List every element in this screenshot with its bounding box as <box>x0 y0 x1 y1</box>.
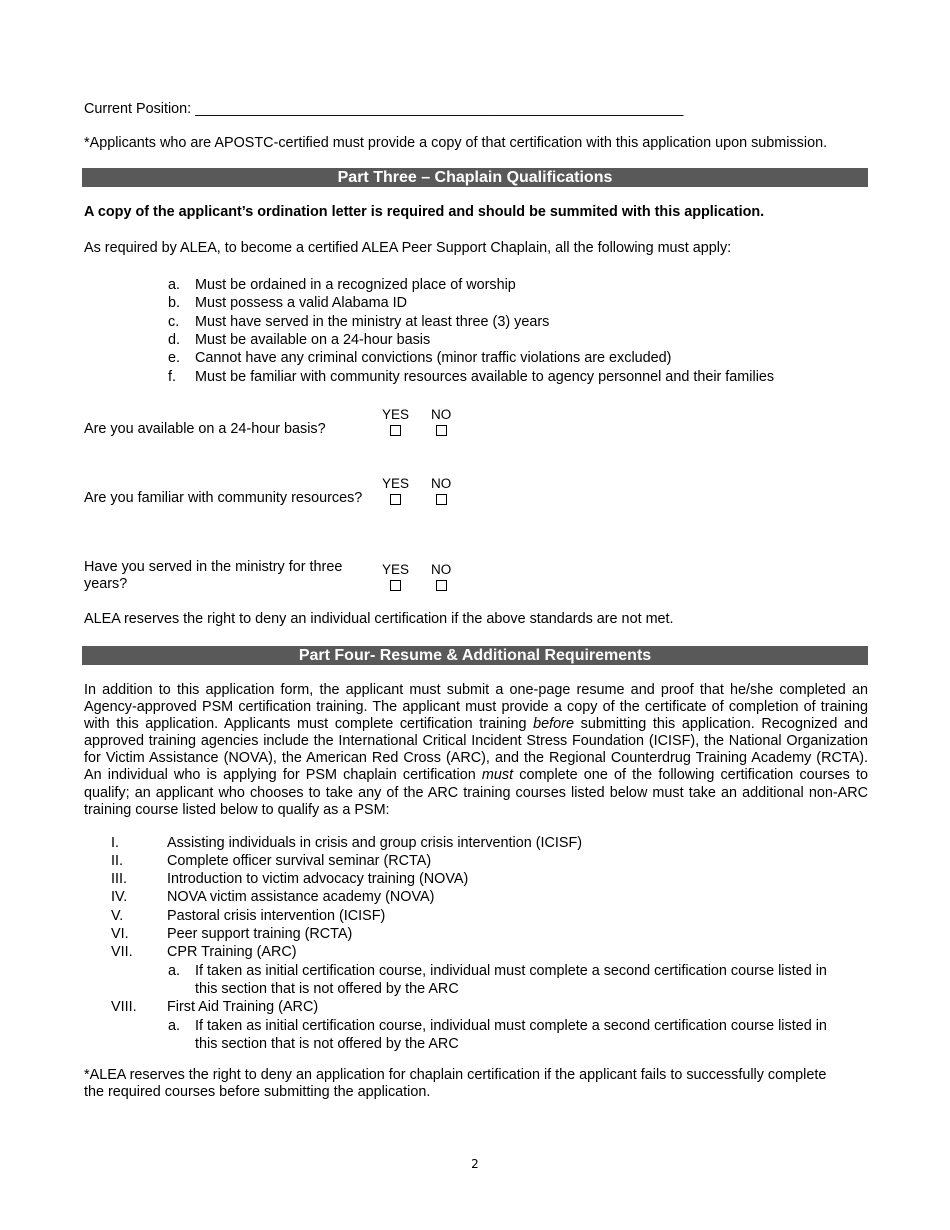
list-marker: f. <box>168 369 176 385</box>
list-text: If taken as initial certification course, individual must complete a second certification course listed in <box>195 1018 827 1034</box>
list-text: Must be ordained in a recognized place of worship <box>195 277 516 293</box>
current-position-field[interactable]: _____________________________________________________________ <box>195 101 684 117</box>
requirements-paragraph <box>84 682 868 819</box>
availability-no-checkbox[interactable] <box>436 425 447 436</box>
list-marker: II. <box>111 853 123 869</box>
reserve-note: ALEA reserves the right to deny an individual certification if the above standards are not met. <box>84 611 674 627</box>
list-text: Complete officer survival seminar (RCTA) <box>167 853 432 869</box>
apostc-note: *Applicants who are APOSTC-certified must provide a copy of that certification with this application upon submission. <box>84 135 828 151</box>
sub-list-item-continued: this section that is not offered by the ARC <box>195 1036 459 1052</box>
sub-list-item-continued: this section that is not offered by the ARC <box>195 981 459 997</box>
list-text: Cannot have any criminal convictions (minor traffic violations are excluded) <box>195 350 672 366</box>
list-text: Must have served in the ministry at least three (3) years <box>195 314 550 330</box>
list-text: NOVA victim assistance academy (NOVA) <box>167 889 435 905</box>
paragraph-line: with this application. Applicants must complete certification training before submitting this application. Recognized and <box>84 716 869 733</box>
list-marker: e. <box>168 350 181 366</box>
paragraph-line: Agency-approved PSM certification training. The applicant must provide a copy of the certificate of completion of training <box>84 699 868 716</box>
question-availability: Are you available on a 24-hour basis? <box>84 421 326 437</box>
list-text: Peer support training (RCTA) <box>167 926 353 942</box>
paragraph-line: qualify; an applicant who chooses to take any of the ARC training courses listed below must take an additional non-ARC <box>84 784 868 801</box>
paragraph-line: for Victim Assistance (NOVA), the American Red Cross (ARC), and the Regional Counterdrug Training Academy (RCTA). <box>84 750 868 767</box>
list-marker: VII. <box>111 944 133 960</box>
current-position-row <box>84 101 683 118</box>
paragraph-line: In addition to this application form, the applicant must submit a one-page resume and proof that he/she completed an <box>84 682 868 698</box>
list-marker: I. <box>111 835 119 851</box>
requirements-intro: As required by ALEA, to become a certified ALEA Peer Support Chaplain, all the following must apply: <box>84 240 732 256</box>
list-marker: a. <box>168 963 181 979</box>
current-position-label: Current Position: <box>84 101 192 117</box>
list-marker: IV. <box>111 889 128 905</box>
final-note-line2: the required courses before submitting the application. <box>84 1084 431 1100</box>
ordination-note: A copy of the applicant’s ordination letter is required and should be summited with this application. <box>84 204 765 220</box>
question-ministry-line1: Have you served in the ministry for three <box>84 559 343 575</box>
part-four-heading: Part Four- Resume & Additional Requirements <box>82 646 868 665</box>
ministry-yes-checkbox[interactable] <box>390 580 401 591</box>
paragraph-line: approved training agencies include the International Critical Incident Stress Foundation (ICISF), the National Organization <box>84 733 868 750</box>
yes-label: YES <box>382 407 410 422</box>
part-three-heading: Part Three – Chaplain Qualifications <box>82 168 868 187</box>
list-marker: b. <box>168 295 181 311</box>
list-text: Assisting individuals in crisis and group crisis intervention (ICISF) <box>167 835 583 851</box>
list-text: If taken as initial certification course, individual must complete a second certification course listed in <box>195 963 827 979</box>
availability-yes-checkbox[interactable] <box>390 425 401 436</box>
emphasis-must: must <box>481 767 514 784</box>
list-text: CPR Training (ARC) <box>167 944 297 960</box>
list-marker: VI. <box>111 926 129 942</box>
list-text: Must possess a valid Alabama ID <box>195 295 407 311</box>
list-marker: V. <box>111 908 124 924</box>
yes-label: YES <box>382 562 410 577</box>
paragraph-line: An individual who is applying for PSM chaplain certification must complete one of the following certification courses to <box>84 767 868 784</box>
list-marker: III. <box>111 871 127 887</box>
no-label: NO <box>431 476 452 491</box>
community-no-checkbox[interactable] <box>436 494 447 505</box>
list-text: Must be available on a 24-hour basis <box>195 332 431 348</box>
final-note-line1: *ALEA reserves the right to deny an application for chaplain certification if the applicant fails to successfully complete <box>84 1067 827 1083</box>
no-label: NO <box>431 562 452 577</box>
list-marker: a. <box>168 277 181 293</box>
list-marker: VIII. <box>111 999 137 1015</box>
question-community-resources: Are you familiar with community resources? <box>84 490 363 506</box>
emphasis-before: before <box>533 716 574 733</box>
no-label: NO <box>431 407 452 422</box>
list-text: Introduction to victim advocacy training (NOVA) <box>167 871 469 887</box>
list-marker: c. <box>168 314 180 330</box>
list-text: Pastoral crisis intervention (ICISF) <box>167 908 386 924</box>
list-text: Must be familiar with community resources available to agency personnel and their families <box>195 369 775 385</box>
list-text: First Aid Training (ARC) <box>167 999 319 1015</box>
ministry-no-checkbox[interactable] <box>436 580 447 591</box>
question-ministry-line2: years? <box>84 576 128 592</box>
paragraph-line: training course listed below to qualify as a PSM: <box>84 801 390 818</box>
page-number: 2 <box>471 1157 479 1171</box>
list-marker: d. <box>168 332 181 348</box>
yes-label: YES <box>382 476 410 491</box>
list-marker: a. <box>168 1018 181 1034</box>
community-yes-checkbox[interactable] <box>390 494 401 505</box>
